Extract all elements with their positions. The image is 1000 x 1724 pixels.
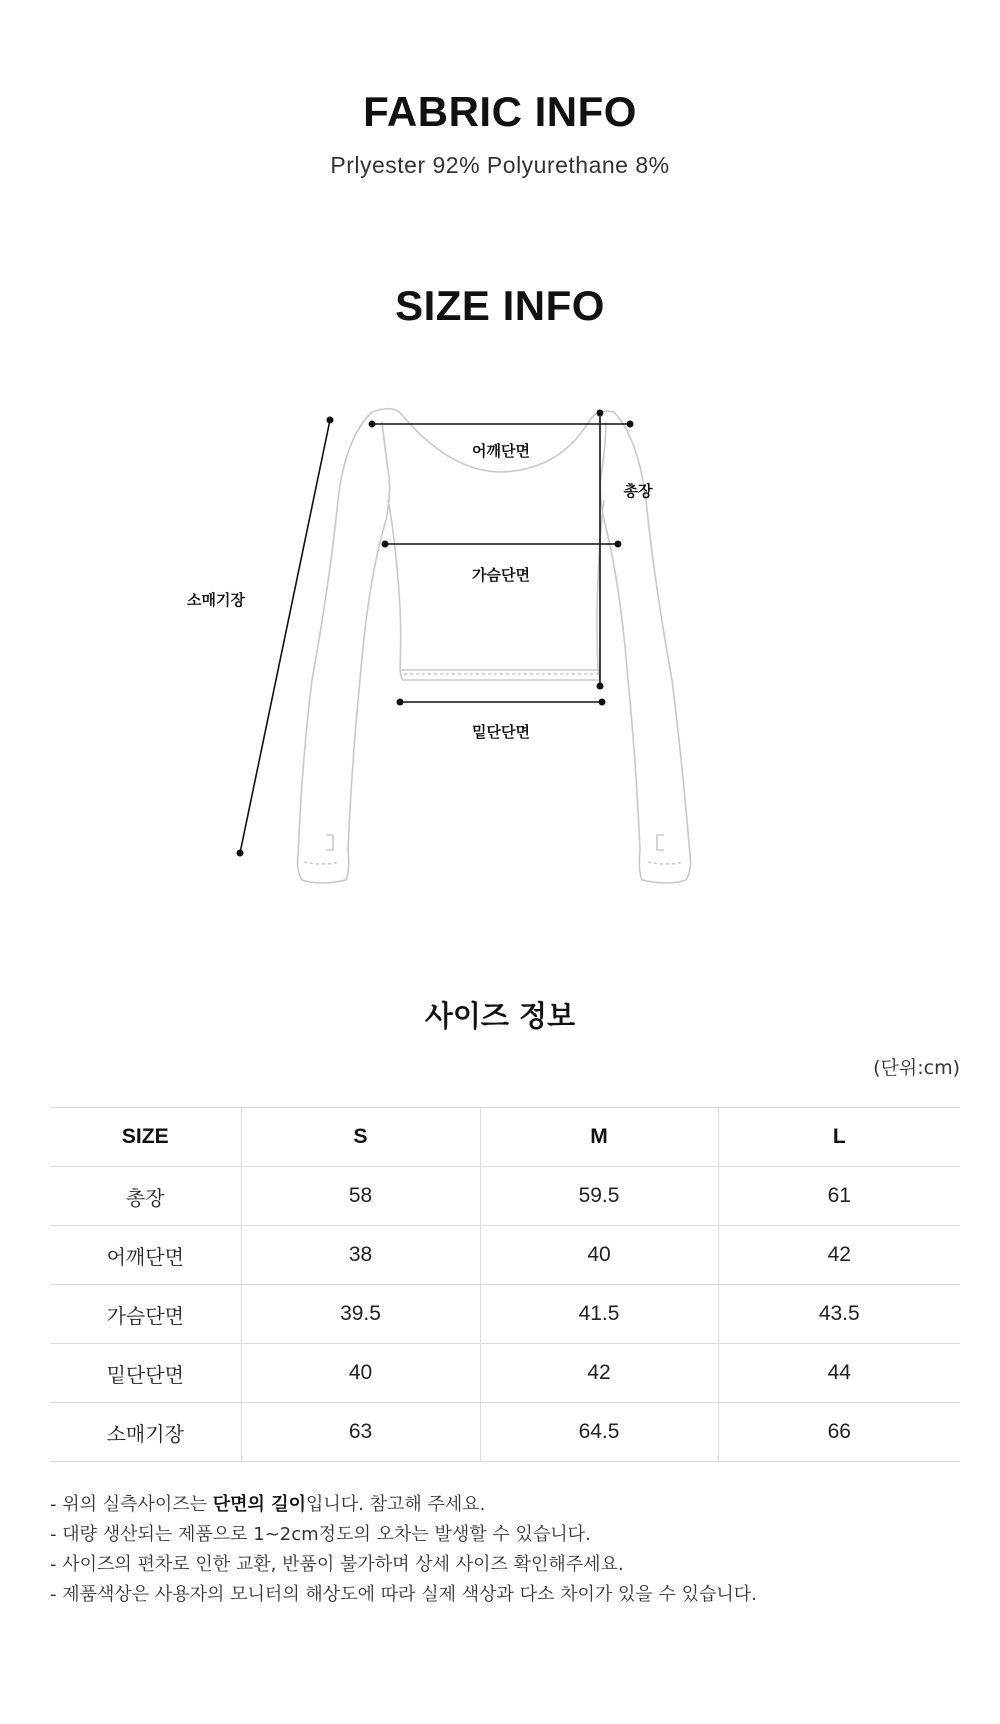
table-row xyxy=(50,1344,960,1403)
note-line: - 대량 생산되는 제품으로 1~2cm정도의 오차는 발생할 수 있습니다. xyxy=(50,1524,591,1545)
note-emphasis: 단면의 길이 xyxy=(212,1494,306,1515)
chest-label: 가슴단면 xyxy=(472,566,530,584)
table-cell: 44 xyxy=(718,1344,960,1403)
table-cell: 64.5 xyxy=(480,1403,718,1462)
table-cell: 42 xyxy=(480,1344,718,1403)
header-m: M xyxy=(480,1108,718,1167)
table-header-row xyxy=(50,1108,960,1167)
fabric-info-title: FABRIC INFO xyxy=(363,88,637,135)
sleeve-top-point xyxy=(327,417,334,424)
table-row xyxy=(50,1167,960,1226)
table-cell: 41.5 xyxy=(480,1285,718,1344)
hem-left-point xyxy=(397,699,404,706)
table-row xyxy=(50,1285,960,1344)
length-top-point xyxy=(597,410,604,417)
measurement-lines xyxy=(240,413,630,853)
chest-left-point xyxy=(382,541,389,548)
row-label: 소매기장 xyxy=(50,1403,241,1462)
row-label: 총장 xyxy=(50,1167,241,1226)
header-size: SIZE xyxy=(50,1108,241,1167)
sleeve-label: 소매기장 xyxy=(187,591,245,609)
table-cell: 38 xyxy=(241,1226,480,1285)
garment-size-diagram xyxy=(0,380,1000,900)
size-table-title: 사이즈 정보 xyxy=(424,999,576,1033)
shoulder-left-point xyxy=(369,421,376,428)
sleeve-measure-line xyxy=(240,420,330,853)
size-notes xyxy=(50,1490,960,1610)
note-line: - 제품색상은 사용자의 모니터의 해상도에 따라 실제 색상과 다소 차이가 있을 수 있습니다. xyxy=(50,1584,757,1605)
size-info-title: SIZE INFO xyxy=(395,282,605,329)
table-cell: 40 xyxy=(480,1226,718,1285)
sleeve-bottom-point xyxy=(237,850,244,857)
table-cell: 63 xyxy=(241,1403,480,1462)
chest-right-point xyxy=(615,541,622,548)
table-cell: 42 xyxy=(718,1226,960,1285)
header-l: L xyxy=(718,1108,960,1167)
row-label: 가슴단면 xyxy=(50,1285,241,1344)
table-cell: 43.5 xyxy=(718,1285,960,1344)
table-cell: 66 xyxy=(718,1403,960,1462)
unit-label: (단위:cm) xyxy=(873,1057,960,1079)
measurement-points xyxy=(237,410,634,857)
fabric-composition: Prlyester 92% Polyurethane 8% xyxy=(330,152,670,178)
row-label: 밑단단면 xyxy=(50,1344,241,1403)
header-s: S xyxy=(241,1108,480,1167)
table-cell: 39.5 xyxy=(241,1285,480,1344)
table-row xyxy=(50,1403,960,1462)
table-cell: 58 xyxy=(241,1167,480,1226)
shoulder-label: 어깨단면 xyxy=(472,442,530,460)
total-length-label: 총장 xyxy=(623,482,653,500)
length-bottom-point xyxy=(597,683,604,690)
table-cell: 61 xyxy=(718,1167,960,1226)
hem-label: 밑단단면 xyxy=(472,723,530,741)
table-cell: 40 xyxy=(241,1344,480,1403)
garment-outline xyxy=(298,409,691,883)
table-row xyxy=(50,1226,960,1285)
note-text: 입니다. 참고해 주세요. xyxy=(305,1494,486,1515)
note-line: - 사이즈의 편차로 인한 교환, 반품이 불가하며 상세 사이즈 확인해주세요. xyxy=(50,1554,624,1575)
note-text: - 위의 실측사이즈는 xyxy=(50,1494,213,1515)
table-cell: 59.5 xyxy=(480,1167,718,1226)
hem-right-point xyxy=(599,699,606,706)
note-line xyxy=(50,1490,960,1520)
row-label: 어깨단면 xyxy=(50,1226,241,1285)
shoulder-right-point xyxy=(627,421,634,428)
size-table xyxy=(50,1107,960,1462)
